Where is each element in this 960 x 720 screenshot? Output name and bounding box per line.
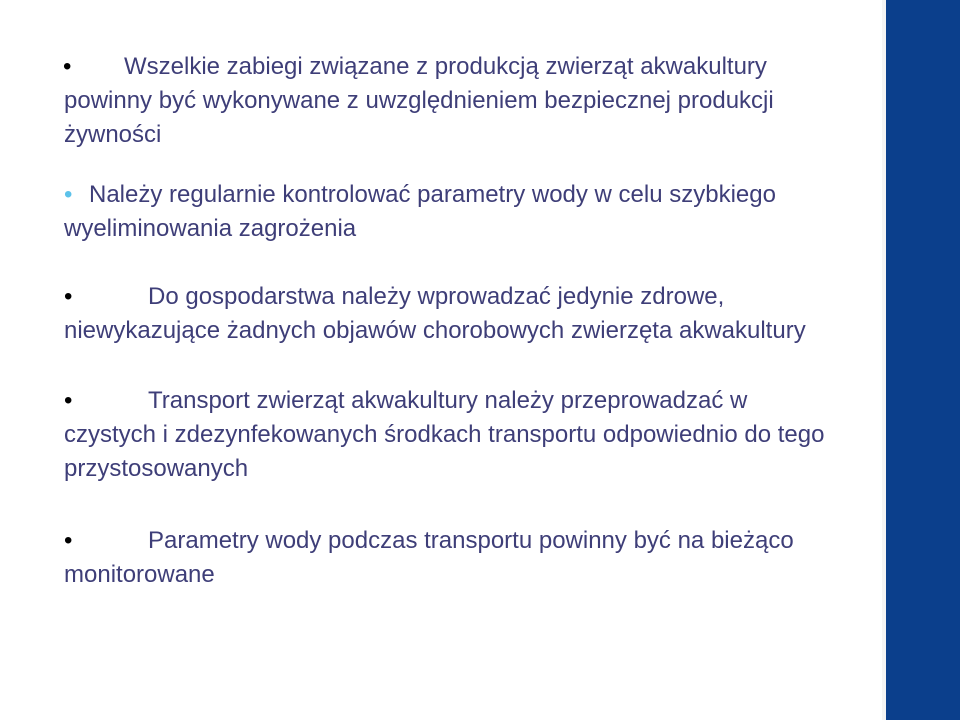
- bullet-list: [64, 50, 844, 610]
- bullet-marker: •: [64, 387, 73, 414]
- bullet-item: [64, 178, 844, 246]
- bullet-item: [64, 384, 844, 486]
- bullet-text: Do gospodarstwa należy wprowadzać jedynie zdrowe, niewykazujące żadnych objawów chorobowych zwierzęta akwakultury: [64, 283, 806, 344]
- bullet-item: [64, 280, 844, 348]
- bullet-item: [64, 524, 844, 592]
- bullet-marker: •: [64, 283, 73, 310]
- side-band: [886, 0, 960, 720]
- bullet-marker: •: [63, 53, 72, 80]
- bullet-text: Należy regularnie kontrolować parametry wody w celu szybkiego wyeliminowania zagrożenia: [64, 181, 783, 242]
- bullet-text: Wszelkie zabiegi związane z produkcją zwierząt akwakultury powinny być wykonywane z uwzględnieniem bezpiecznej produkcji żywności: [64, 53, 781, 148]
- bullet-item: [64, 50, 844, 152]
- bullet-marker: •: [64, 181, 73, 208]
- bullet-text: Parametry wody podczas transportu powinny być na bieżąco monitorowane: [64, 527, 801, 588]
- bullet-text: Transport zwierząt akwakultury należy przeprowadzać w czystych i zdezynfekowanych środkach transportu odpowiednio do tego przystosowanych: [64, 387, 832, 482]
- bullet-marker: •: [64, 527, 73, 554]
